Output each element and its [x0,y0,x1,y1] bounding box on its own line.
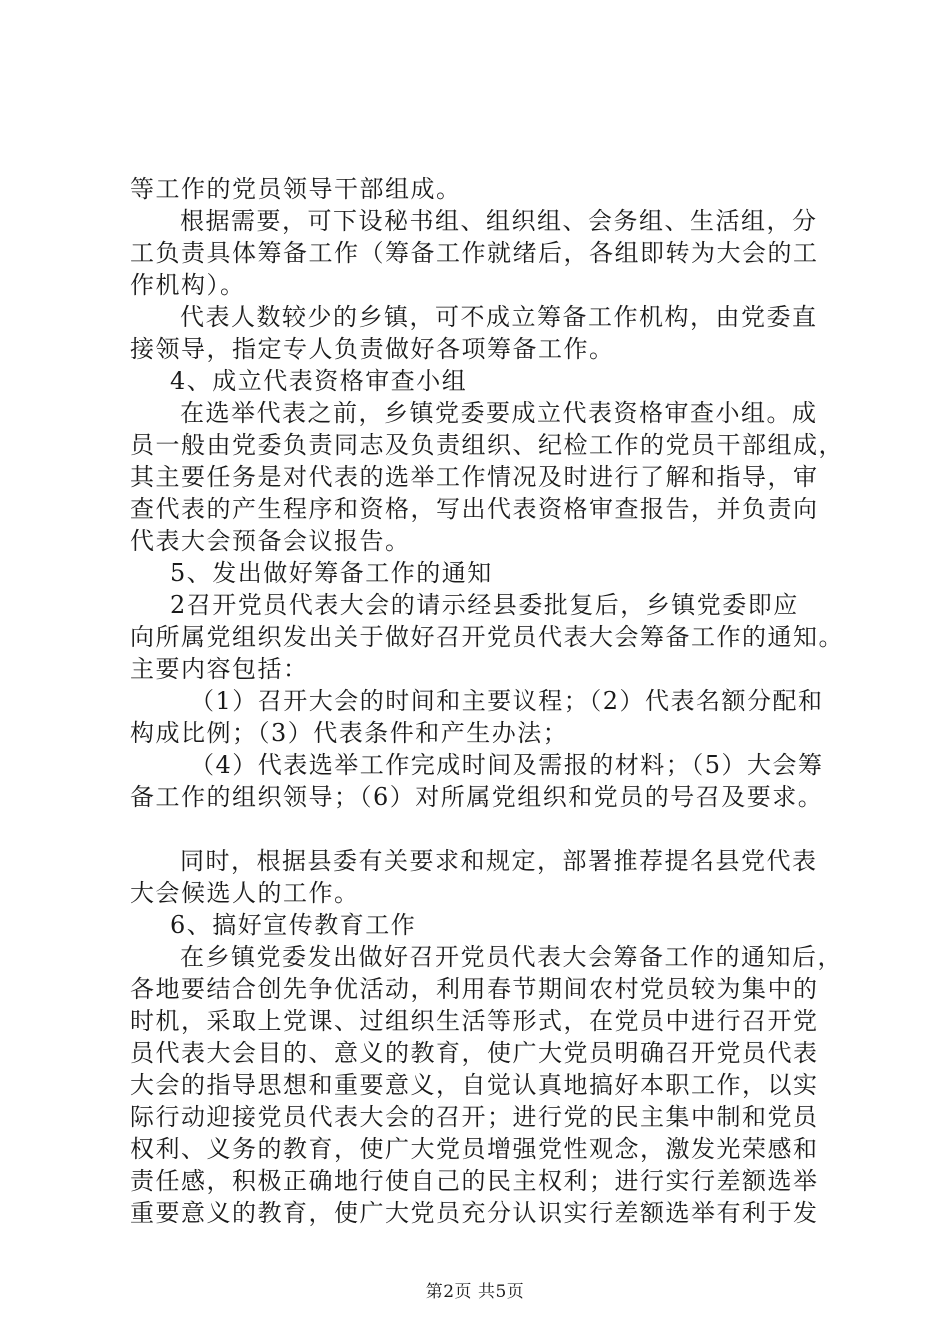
text-line: 同时，根据县委有关要求和规定，部署推荐提名县党代表 [180,847,818,875]
text-line: 构成比例；（3）代表条件和产生办法； [130,719,569,747]
text-line: 向所属党组织发出关于做好召开党员代表大会筹备工作的通知。 [130,623,844,651]
text-line: 员一般由党委负责同志及负责组织、纪检工作的党员干部组成， [130,431,844,459]
section-heading: 4、成立代表资格审查小组 [170,367,468,395]
text-line: 际行动迎接党员代表大会的召开；进行党的民主集中制和党员 [130,1103,819,1131]
document-body [130,173,842,1229]
text-line: （1）召开大会的时间和主要议程；（2）代表名额分配和 [190,687,824,715]
page-number-footer: 第2页 共5页 [425,1282,525,1302]
text-line: 作机构）。 [130,271,246,299]
text-line: 查代表的产生程序和资格，写出代表资格审查报告，并负责向 [130,495,819,523]
text-line: 时机，采取上党课、过组织生活等形式，在党员中进行召开党 [130,1007,819,1035]
text-line: 等工作的党员领导干部组成。 [130,175,462,203]
text-line: 大会候选人的工作。 [130,879,360,907]
text-line: 接领导，指定专人负责做好各项筹备工作。 [130,335,615,363]
text-line: 2召开党员代表大会的请示经县委批复后，乡镇党委即应 [170,591,799,619]
section-heading: 6、搞好宣传教育工作 [170,911,417,939]
text-line: 在乡镇党委发出做好召开党员代表大会筹备工作的通知后， [180,943,843,971]
text-line: 其主要任务是对代表的选举工作情况及时进行了解和指导，审 [130,463,819,491]
blank-line [130,813,842,845]
text-line: 大会的指导思想和重要意义，自觉认真地搞好本职工作，以实 [130,1071,819,1099]
text-line: 在选举代表之前，乡镇党委要成立代表资格审查小组。成 [180,399,818,427]
text-line: 员代表大会目的、意义的教育，使广大党员明确召开党员代表 [130,1039,819,1067]
text-line: 代表人数较少的乡镇，可不成立筹备工作机构，由党委直 [180,303,818,331]
text-line: （4）代表选举工作完成时间及需报的材料；（5）大会筹 [190,751,824,779]
text-line: 代表大会预备会议报告。 [130,527,411,555]
text-line: 工负责具体筹备工作（筹备工作就绪后，各组即转为大会的工 [130,239,819,267]
text-line: 各地要结合创先争优活动，利用春节期间农村党员较为集中的 [130,975,819,1003]
text-line: 主要内容包括： [130,655,309,683]
text-line: 责任感，积极正确地行使自己的民主权利；进行实行差额选举 [130,1167,819,1195]
section-heading: 5、发出做好筹备工作的通知 [170,559,493,587]
text-line: 备工作的组织领导；（6）对所属党组织和党员的号召及要求。 [130,783,824,811]
text-line: 权利、义务的教育，使广大党员增强党性观念，激发光荣感和 [130,1135,819,1163]
text-line: 根据需要，可下设秘书组、组织组、会务组、生活组，分 [180,207,818,235]
text-line: 重要意义的教育，使广大党员充分认识实行差额选举有利于发 [130,1199,819,1227]
